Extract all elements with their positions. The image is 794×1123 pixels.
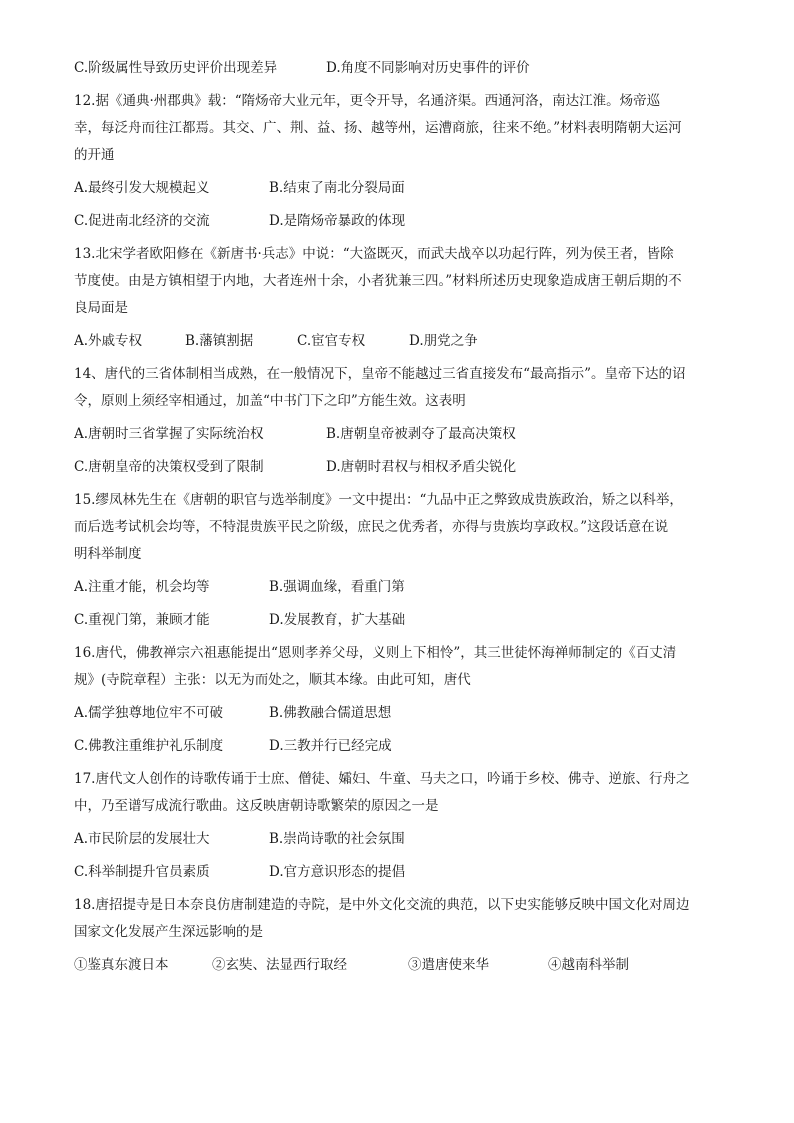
q18-stem-line-2: 国家文化发展产生深远影响的是 xyxy=(74,924,263,940)
q12-option-d: D.是隋炀帝暴政的体现 xyxy=(269,213,406,229)
q16-options-ab xyxy=(74,703,724,723)
q12-stem-line-3: 的开通 xyxy=(74,147,115,163)
q15-stem-line-1: 15.缪凤林先生在《唐朝的职官与选举制度》一文中提出：“九品中正之弊致成贵族政治，矫之以科举， xyxy=(74,492,683,508)
q15-options-ab xyxy=(74,577,724,597)
q14-stem-line-2: 令，原则上须经宰相通过，加盖“中书门下之印”方能生效。这表明 xyxy=(74,393,466,409)
q14-option-a: A.唐朝时三省掌握了实际统治权 xyxy=(74,426,264,442)
q13-stem-line-2: 节度使。由是方镇相望于内地，大者连州十余，小者犹兼三四。”材料所述历史现象造成唐王朝后期的不 xyxy=(74,273,682,289)
q15-option-d: D.发展教育，扩大基础 xyxy=(269,612,406,628)
q13-stem-line-3: 良局面是 xyxy=(74,300,128,316)
q17-option-a: A.市民阶层的发展壮大 xyxy=(74,831,210,847)
q13-options xyxy=(74,331,724,351)
q11-option-c: C.阶级属性导致历史评价出现差异 xyxy=(74,60,278,76)
q12-options-ab xyxy=(74,178,724,198)
q15-stem-line-3: 明科举制度 xyxy=(74,546,142,562)
q13-option-c: C.宦官专权 xyxy=(297,333,366,349)
q11-option-d: D.角度不同影响对历史事件的评价 xyxy=(326,60,530,76)
q11-options-cd xyxy=(74,58,724,78)
q16-options-cd xyxy=(74,736,724,756)
q14-stem-line-1: 14、唐代的三省体制相当成熟，在一般情况下，皇帝不能越过三省直接发布“最高指示”。皇帝下达的诏 xyxy=(74,366,686,382)
q16-option-a: A.儒学独尊地位牢不可破 xyxy=(74,705,224,721)
exam-page xyxy=(74,58,724,988)
q17-stem-line-1: 17.唐代文人创作的诗歌传诵于士庶、僧徒、孀妇、牛童、马夫之口，吟诵于乡校、佛寺、逆旅、行舟之 xyxy=(74,771,690,787)
q17-option-b: B.崇尚诗歌的社会氛围 xyxy=(269,831,405,847)
q15-option-c: C.重视门第，兼顾才能 xyxy=(74,612,210,628)
q14-options-ab xyxy=(74,424,724,444)
q14-option-c: C.唐朝皇帝的决策权受到了限制 xyxy=(74,459,264,475)
q17-options-ab xyxy=(74,829,724,849)
q12-options-cd xyxy=(74,211,724,231)
q18-choice-2: ②玄奘、法显西行取经 xyxy=(212,957,347,973)
q15-option-a: A.注重才能，机会均等 xyxy=(74,579,210,595)
q13-option-a: A.外戚专权 xyxy=(74,333,143,349)
q16-stem-line-1: 16.唐代，佛教禅宗六祖惠能提出“恩则孝养父母，义则上下相怜”，其三世徒怀海禅师制定的《百丈清 xyxy=(74,645,677,661)
q13-option-b: B.藩镇割据 xyxy=(185,333,254,349)
q18-choices xyxy=(74,955,724,975)
q18-choice-1: ①鉴真东渡日本 xyxy=(74,957,169,973)
q14-option-b: B.唐朝皇帝被剥夺了最高决策权 xyxy=(326,426,516,442)
q13-option-d: D.朋党之争 xyxy=(409,333,478,349)
q14-options-cd xyxy=(74,457,724,477)
q12-option-b: B.结束了南北分裂局面 xyxy=(269,180,405,196)
q12-option-a: A.最终引发大规模起义 xyxy=(74,180,210,196)
q17-stem-line-2: 中，乃至谱写成流行歌曲。这反映唐朝诗歌繁荣的原因之一是 xyxy=(74,798,439,814)
q17-option-d: D.官方意识形态的提倡 xyxy=(269,864,406,880)
q14-option-d: D.唐朝时君权与相权矛盾尖锐化 xyxy=(326,459,517,475)
q13-stem-line-1: 13.北宋学者欧阳修在《新唐书·兵志》中说：“大盗既灭，而武夫战卒以功起行阵，列为侯王者，皆除 xyxy=(74,246,674,262)
q16-option-b: B.佛教融合儒道思想 xyxy=(269,705,392,721)
q18-choice-3: ③遣唐使来华 xyxy=(408,957,489,973)
q16-stem-line-2: 规》(寺院章程）主张：以无为而处之，顺其本缘。由此可知，唐代 xyxy=(74,672,471,688)
q18-choice-4: ④越南科举制 xyxy=(548,957,629,973)
q17-options-cd xyxy=(74,862,724,882)
q16-option-d: D.三教并行已经完成 xyxy=(269,738,392,754)
q17-option-c: C.科举制提升官员素质 xyxy=(74,864,210,880)
q16-option-c: C.佛教注重维护礼乐制度 xyxy=(74,738,224,754)
q12-stem-line-1: 12.据《通典·州郡典》载：“隋炀帝大业元年，更令开导，名通济渠。西通河洛，南达江淮。炀帝巡 xyxy=(74,93,661,109)
q15-options-cd xyxy=(74,610,724,630)
q12-stem-line-2: 幸，每泛舟而往江都焉。其交、广、荆、益、扬、越等州，运漕商旅，往来不绝。”材料表明隋朝大运河 xyxy=(74,120,682,136)
q12-option-c: C.促进南北经济的交流 xyxy=(74,213,210,229)
q15-option-b: B.强调血缘，看重门第 xyxy=(269,579,405,595)
q18-stem-line-1: 18.唐招提寺是日本奈良仿唐制建造的寺院，是中外文化交流的典范，以下史实能够反映中国文化对周边 xyxy=(74,897,690,913)
q15-stem-line-2: 而后选考试机会均等，不特混贵族平民之阶级，庶民之优秀者，亦得与贵族均享政权。”这段话意在说 xyxy=(74,519,669,535)
